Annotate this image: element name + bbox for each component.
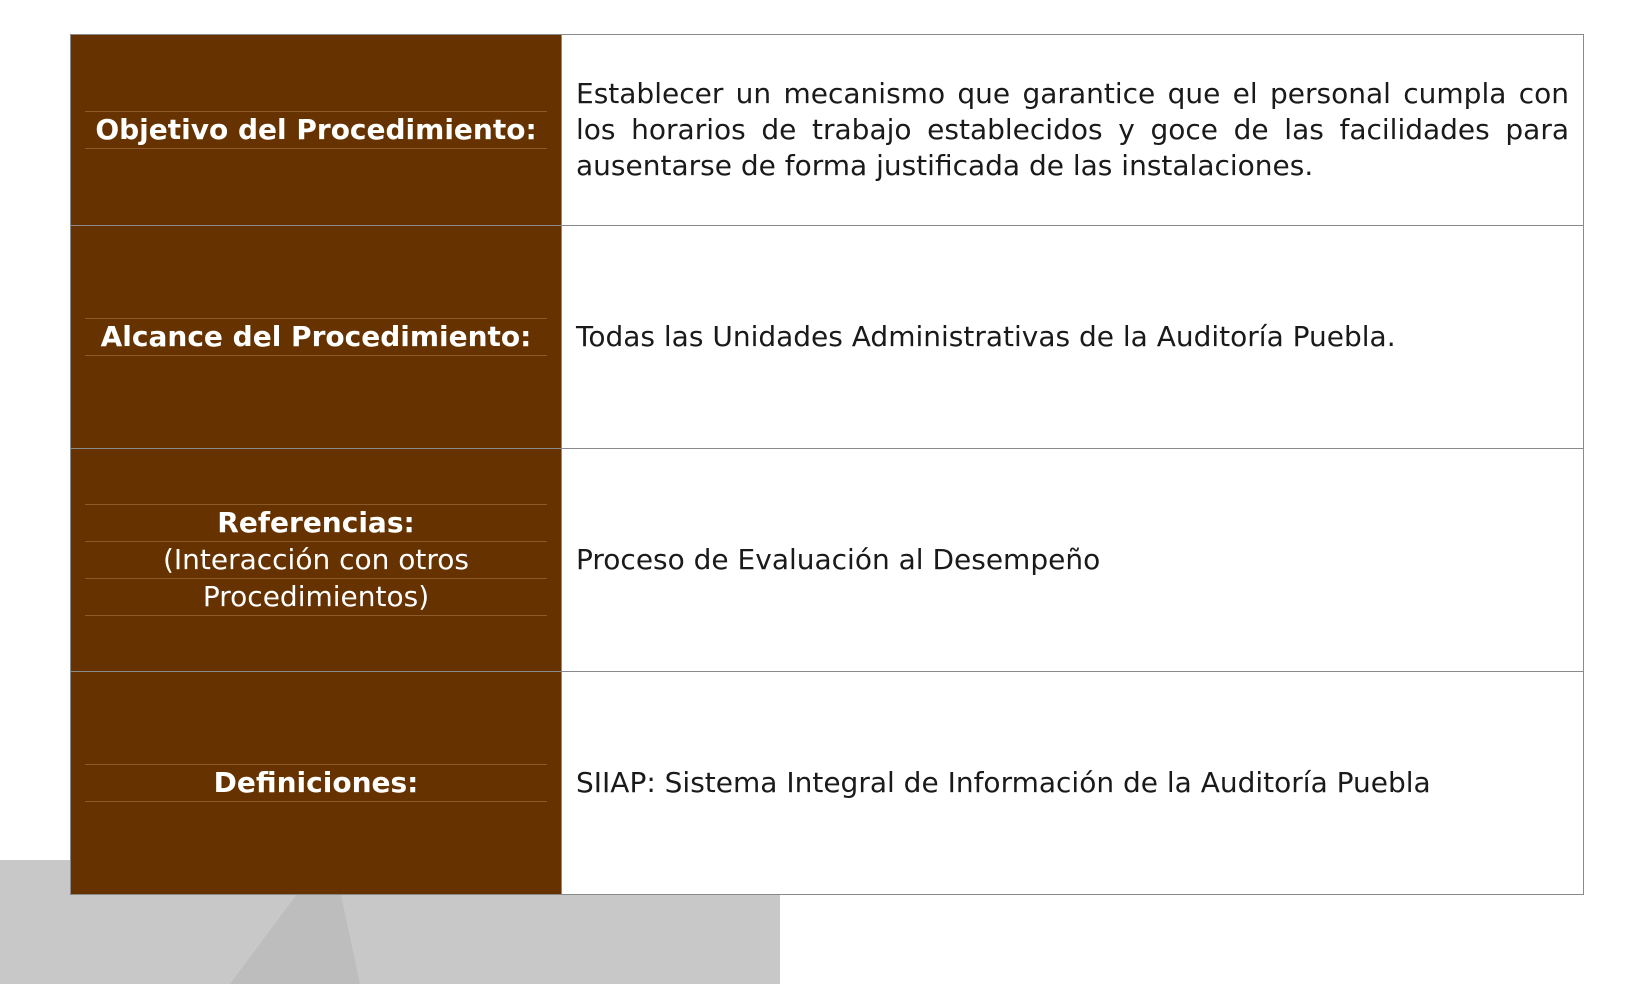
table-row-referencias: [71, 449, 1584, 672]
label-alcance: Alcance del Procedimiento:: [85, 318, 547, 356]
label-referencias: Referencias:: [85, 504, 547, 542]
label-definiciones: Definiciones:: [85, 764, 547, 802]
label-cell-referencias: [71, 449, 562, 672]
table-row-objetivo: [71, 35, 1584, 226]
value-cell-definiciones: SIIAP: Sistema Integral de Información de la Auditoría Puebla: [562, 672, 1584, 895]
procedure-table: [70, 34, 1584, 895]
label-cell-alcance: [71, 226, 562, 449]
value-cell-alcance: Todas las Unidades Administrativas de la Auditoría Puebla.: [562, 226, 1584, 449]
label-cell-objetivo: [71, 35, 562, 226]
label-cell-definiciones: [71, 672, 562, 895]
table-row-definiciones: [71, 672, 1584, 895]
label-objetivo: Objetivo del Procedimiento:: [85, 111, 547, 149]
label-referencias-sub-1: (Interacción con otros: [85, 542, 547, 579]
value-cell-objetivo: Establecer un mecanismo que garantice que el personal cumpla con los horarios de trabajo establecidos y goce de las facilidades para ausentarse de forma justificada de las instalaciones.: [562, 35, 1584, 226]
table-row-alcance: [71, 226, 1584, 449]
value-cell-referencias: Proceso de Evaluación al Desempeño: [562, 449, 1584, 672]
label-referencias-sub-2: Procedimientos): [85, 579, 547, 616]
